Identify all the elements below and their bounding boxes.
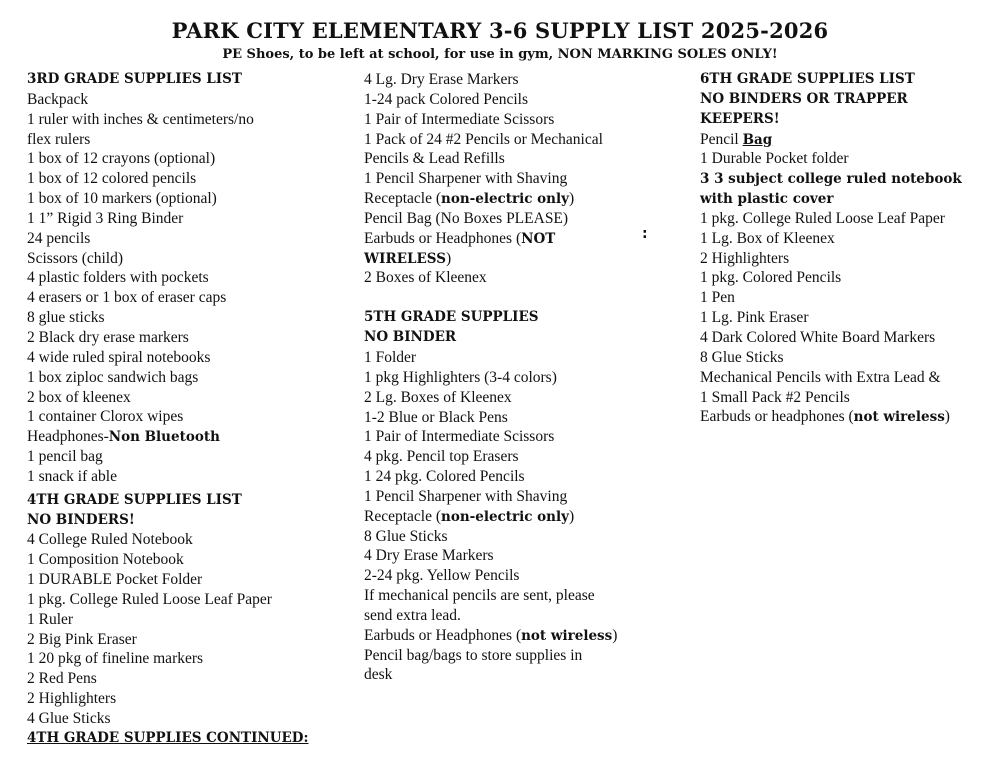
list-item: Headphones-Non Bluetooth <box>27 428 220 446</box>
list-item: Pencil bag/bags to store supplies in <box>364 646 583 664</box>
list-item: 1 pkg. College Ruled Loose Leaf Paper <box>27 590 272 608</box>
grade5-list-end <box>364 646 617 686</box>
list-item: 1 Pencil Sharpener with Shaving <box>364 487 568 505</box>
grade6-heading: 6TH GRADE SUPPLIES LIST <box>700 71 915 87</box>
list-item: 1 Ruler <box>27 610 74 628</box>
grade3-heading: 3RD GRADE SUPPLIES LIST <box>27 71 242 87</box>
list-item: 8 Glue Sticks <box>700 348 784 366</box>
list-item: with plastic cover <box>700 191 834 208</box>
column-left <box>27 70 308 749</box>
list-item: 1 Composition Notebook <box>27 551 184 569</box>
list-item: 1 pkg. College Ruled Loose Leaf Paper <box>700 209 945 227</box>
list-item: Pencil Bag <box>700 130 773 148</box>
list-item: desk <box>364 666 393 684</box>
list-item: 2 Highlighters <box>700 249 790 267</box>
grade5-heading: 5TH GRADE SUPPLIES <box>364 309 539 326</box>
list-item: 2 Lg. Boxes of Kleenex <box>364 388 512 406</box>
grade3-list-end <box>27 447 308 487</box>
grade4-continued-list <box>364 70 617 189</box>
list-item: Pencils & Lead Refills <box>364 150 505 168</box>
list-item: Scissors (child) <box>27 249 124 267</box>
list-item: 8 glue sticks <box>27 309 105 327</box>
list-item: Earbuds or headphones (not wireless) <box>700 408 950 426</box>
list-item: 1 box of 10 markers (optional) <box>27 190 217 208</box>
list-item: 2 Big Pink Eraser <box>27 630 137 648</box>
list-item: 1 ruler with inches & centimeters/no <box>27 110 254 128</box>
stray-mark: : <box>642 226 648 242</box>
list-item: 2-24 pkg. Yellow Pencils <box>364 567 520 585</box>
list-item: 1 1” Rigid 3 Ring Binder <box>27 209 184 227</box>
grade4-list <box>27 530 308 728</box>
grade5-list-cont <box>364 527 617 626</box>
list-item: 4 pkg. Pencil top Erasers <box>364 448 519 466</box>
grade6-note-cont: KEEPERS! <box>700 110 780 127</box>
list-item: 1 pkg. Colored Pencils <box>700 269 842 287</box>
grade6-list <box>700 209 962 407</box>
grade4-continued-heading: 4TH GRADE SUPPLIES CONTINUED: <box>27 729 309 746</box>
list-item: Receptacle (non-electric only) <box>364 190 575 208</box>
list-item: 1 Pair of Intermediate Scissors <box>364 110 555 128</box>
column-right <box>700 70 962 427</box>
grade5-subheading: NO BINDER <box>364 329 457 346</box>
list-item: Earbuds or Headphones (not wireless) <box>364 626 618 644</box>
grade6-note: NO BINDERS OR TRAPPER <box>700 90 908 107</box>
list-item: 1 Durable Pocket folder <box>700 150 849 168</box>
list-item: Receptacle (non-electric only) <box>364 507 575 525</box>
list-item: 1 Small Pack #2 Pencils <box>700 388 850 406</box>
list-item: 1 Pen <box>700 289 735 307</box>
list-item: Mechanical Pencils with Extra Lead & <box>700 368 941 386</box>
list-item: WIRELESS) <box>364 249 452 267</box>
list-item: 1-2 Blue or Black Pens <box>364 408 508 426</box>
list-item: 3 3 subject college ruled notebook <box>700 171 962 188</box>
list-item: 1 box of 12 colored pencils <box>27 170 197 188</box>
list-item: 1 pkg Highlighters (3-4 colors) <box>364 368 557 386</box>
list-item: 4 Dark Colored White Board Markers <box>700 328 936 346</box>
list-item: 2 Red Pens <box>27 670 97 688</box>
list-item: 2 Black dry erase markers <box>27 328 189 346</box>
list-item: 4 plastic folders with pockets <box>27 269 209 287</box>
list-item: 4 Dry Erase Markers <box>364 547 494 565</box>
list-item: flex rulers <box>27 130 91 148</box>
list-item: 4 erasers or 1 box of eraser caps <box>27 289 227 307</box>
list-item: 4 College Ruled Notebook <box>27 531 193 549</box>
list-item: send extra lead. <box>364 606 461 624</box>
list-item: If mechanical pencils are sent, please <box>364 587 595 605</box>
list-item: 1 Lg. Box of Kleenex <box>700 229 835 247</box>
grade4-subheading: NO BINDERS! <box>27 511 135 528</box>
column-middle <box>364 70 617 685</box>
list-item: 8 Glue Sticks <box>364 527 448 545</box>
pe-shoes-notice: PE Shoes, to be left at school, for use in gym, NON MARKING SOLES ONLY! <box>222 47 778 62</box>
list-item: 1 20 pkg of fineline markers <box>27 650 204 668</box>
list-item: 1 container Clorox wipes <box>27 408 184 426</box>
list-item: 1-24 pack Colored Pencils <box>364 90 529 108</box>
list-item: 1 pencil bag <box>27 448 103 466</box>
list-item: 4 Glue Sticks <box>27 710 111 727</box>
grade4-heading: 4TH GRADE SUPPLIES LIST <box>27 491 242 508</box>
list-item: 2 Highlighters <box>27 690 117 708</box>
list-item: 2 Boxes of Kleenex <box>364 269 487 287</box>
list-item: 1 snack if able <box>27 467 117 485</box>
list-item: 1 24 pkg. Colored Pencils <box>364 468 525 486</box>
list-item: 1 Folder <box>364 348 417 366</box>
list-item: Backpack <box>27 90 89 108</box>
grade5-list <box>364 348 617 507</box>
list-item: 1 box ziploc sandwich bags <box>27 368 199 386</box>
grade3-list <box>27 90 308 427</box>
list-item: 1 Pencil Sharpener with Shaving <box>364 170 568 188</box>
list-item: 1 DURABLE Pocket Folder <box>27 571 203 589</box>
list-item: 1 box of 12 crayons (optional) <box>27 150 216 168</box>
list-item: Earbuds or Headphones (NOT <box>364 229 556 247</box>
list-item: 24 pencils <box>27 229 91 247</box>
list-item: 1 Lg. Pink Eraser <box>700 309 809 327</box>
list-item: 2 box of kleenex <box>27 388 131 406</box>
list-item: 4 wide ruled spiral notebooks <box>27 348 211 366</box>
list-item: 4 Lg. Dry Erase Markers <box>364 71 519 88</box>
page-title: PARK CITY ELEMENTARY 3-6 SUPPLY LIST 2025-2026 <box>171 18 829 43</box>
list-item: 1 Pack of 24 #2 Pencils or Mechanical <box>364 130 603 148</box>
list-item: 1 Pair of Intermediate Scissors <box>364 428 555 446</box>
list-item: Pencil Bag (No Boxes PLEASE) <box>364 209 569 227</box>
